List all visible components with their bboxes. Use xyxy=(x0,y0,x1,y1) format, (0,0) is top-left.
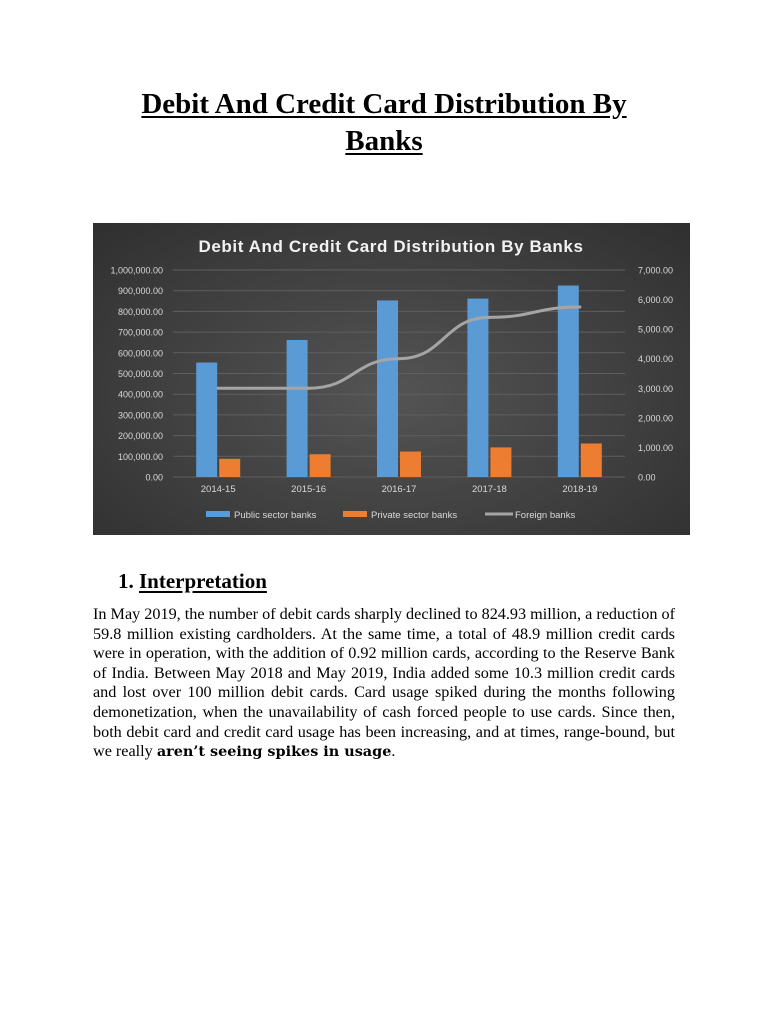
x-tick-label: 2017-18 xyxy=(471,484,507,495)
y-right-tick-label: 4,000.00 xyxy=(638,354,674,365)
paragraph-end: . xyxy=(391,742,396,761)
y-right-tick-label: 1,000.00 xyxy=(638,442,674,453)
chart-panel xyxy=(93,223,690,535)
line-point xyxy=(488,316,491,319)
line-point xyxy=(307,387,310,390)
bar-private-sector-banks xyxy=(310,454,331,477)
y-right-tick-label: 0.00 xyxy=(638,472,656,483)
page-title: Debit And Credit Card Distribution By Banks xyxy=(141,88,627,157)
y-right-tick-label: 2,000.00 xyxy=(638,413,674,424)
legend-label-public-sector-banks: Public sector banks xyxy=(234,510,317,521)
x-tick-label: 2018-19 xyxy=(562,484,598,495)
y-right-tick-label: 3,000.00 xyxy=(638,383,674,394)
y-left-tick-label: 200,000.00 xyxy=(117,431,163,442)
bar-public-sector-banks xyxy=(196,363,217,477)
bar-public-sector-banks xyxy=(287,340,308,477)
y-left-tick-label: 100,000.00 xyxy=(117,451,163,462)
y-left-tick-label: 1,000,000.00 xyxy=(110,265,163,276)
section-number: 1. xyxy=(118,569,134,593)
x-tick-label: 2016-17 xyxy=(381,484,417,495)
legend-label-private-sector-banks: Private sector banks xyxy=(371,510,458,521)
y-left-tick-label: 500,000.00 xyxy=(117,369,163,379)
interpretation-paragraph xyxy=(93,605,675,762)
y-right-tick-label: 5,000.00 xyxy=(638,324,674,335)
y-left-tick-label: 900,000.00 xyxy=(117,286,163,297)
section-heading xyxy=(118,568,267,594)
section-heading-label: Interpretation xyxy=(139,569,267,593)
bar-private-sector-banks xyxy=(219,459,240,477)
bar-private-sector-banks xyxy=(581,443,602,477)
legend-label-foreign-banks: Foreign banks xyxy=(515,510,576,521)
bar-public-sector-banks xyxy=(558,286,579,477)
legend-swatch-public-sector-banks xyxy=(206,511,230,517)
bar-line-chart xyxy=(93,223,690,535)
chart-title: Debit And Credit Card Distribution By Banks xyxy=(198,237,584,256)
line-point xyxy=(578,305,581,308)
y-left-tick-label: 400,000.00 xyxy=(117,389,163,400)
y-right-tick-label: 7,000.00 xyxy=(638,265,674,276)
line-point xyxy=(398,357,401,360)
bar-private-sector-banks xyxy=(490,447,511,477)
y-left-tick-label: 0.00 xyxy=(145,472,163,483)
bar-public-sector-banks xyxy=(467,299,488,477)
paragraph-text: In May 2019, the number of debit cards sharply declined to 824.93 million, a reduction of 59.8 million existing cardholders. At the same time, a total of 48.9 million credit cards were in operation, with the addition of 0.92 million cards, according to the Reserve Bank of India. Between May 2018 and May 2019, India added some 10.3 million credit cards and lost over 100 million debit cards. Card usage spiked during the months following demonetization, when the unavailability of cash forced people to use cards. Since then, both debit card and credit card usage has been increasing, and at times, range-bound, but we really xyxy=(93,605,675,761)
line-point xyxy=(217,387,220,390)
y-left-tick-label: 700,000.00 xyxy=(117,327,163,338)
paragraph-bold-text: aren’t seeing spikes in usage xyxy=(156,743,392,761)
bar-public-sector-banks xyxy=(377,300,398,477)
x-tick-label: 2014-15 xyxy=(200,484,236,495)
line-foreign-banks xyxy=(218,307,580,388)
bar-private-sector-banks xyxy=(400,452,421,477)
y-left-tick-label: 600,000.00 xyxy=(117,348,163,359)
x-tick-label: 2015-16 xyxy=(291,484,327,495)
y-left-tick-label: 300,000.00 xyxy=(117,410,163,421)
y-left-tick-label: 800,000.00 xyxy=(117,306,163,317)
legend-swatch-private-sector-banks xyxy=(343,511,367,517)
y-right-tick-label: 6,000.00 xyxy=(638,295,674,306)
